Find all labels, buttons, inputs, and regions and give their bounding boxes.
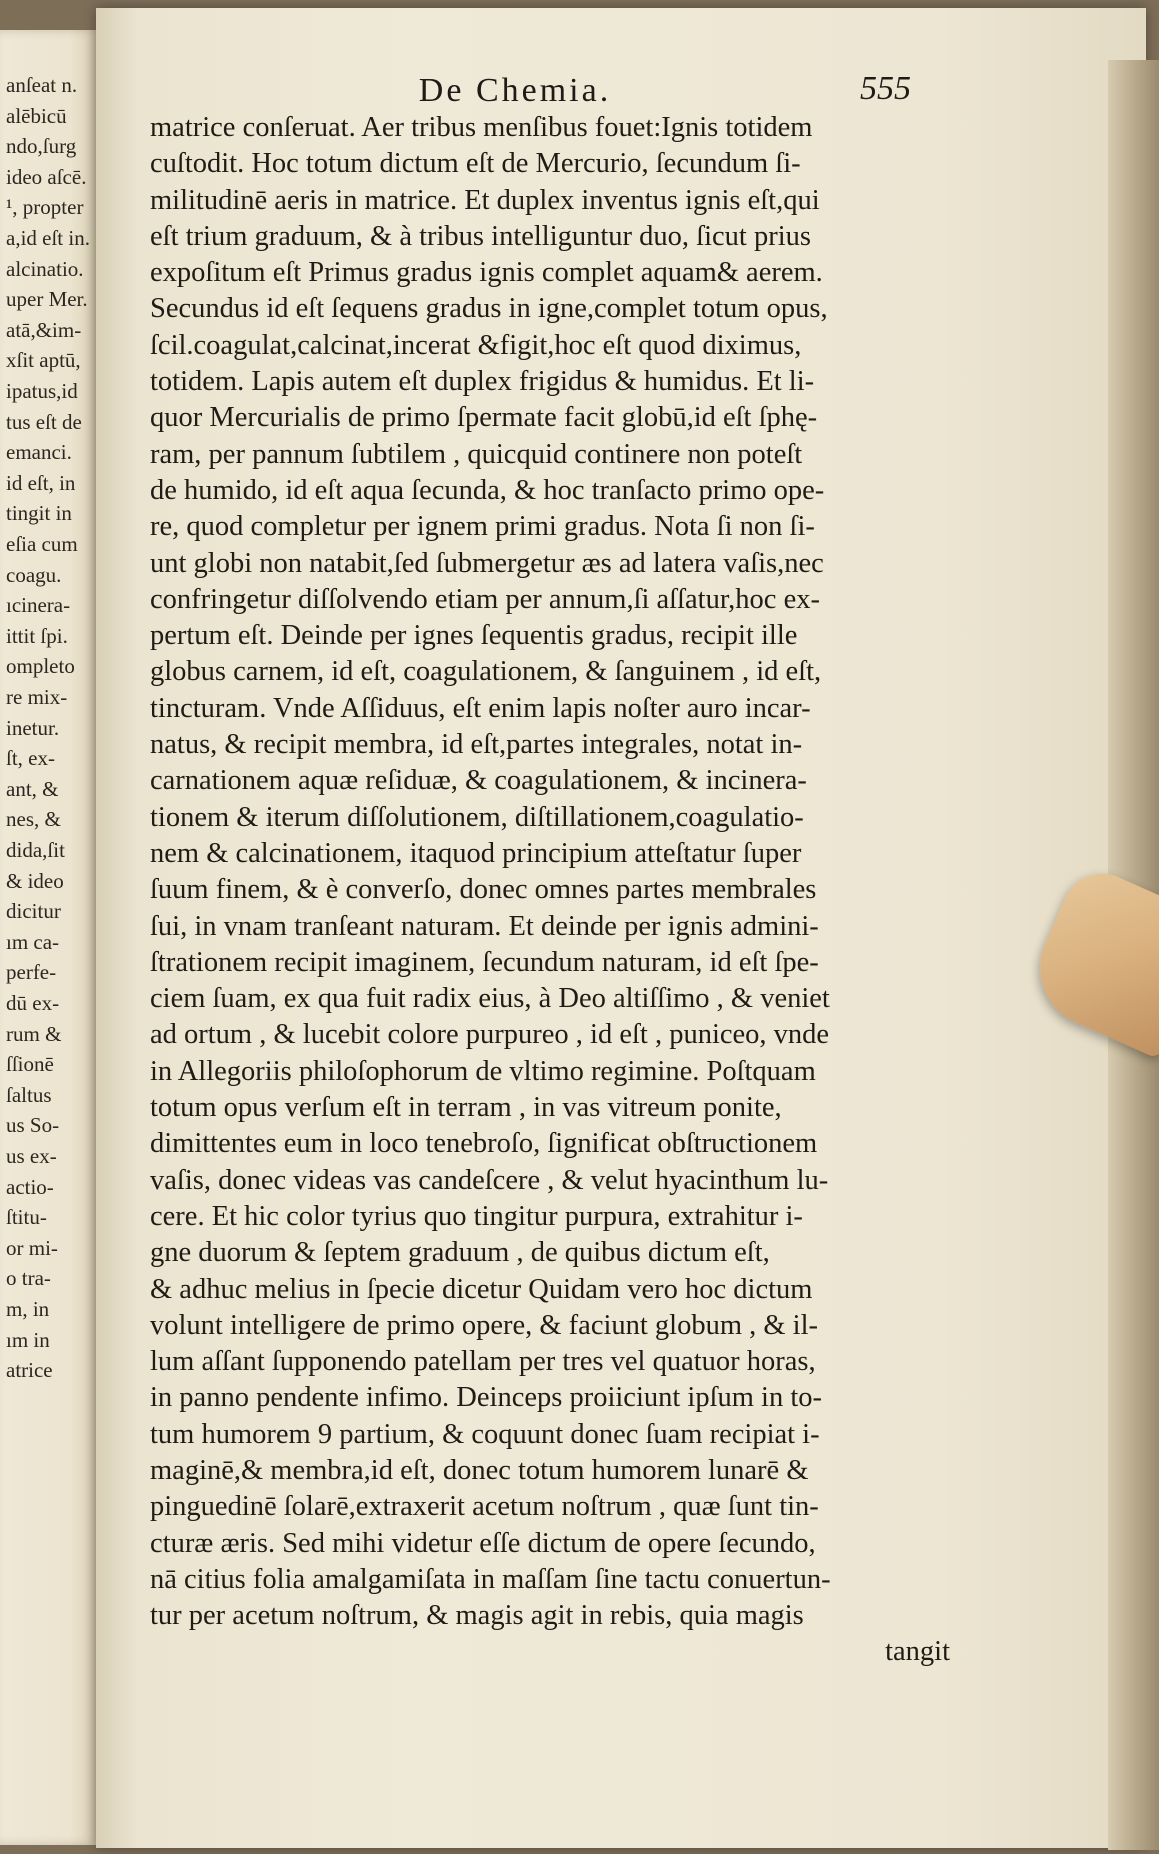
left-page-fragment: nes, & [6,807,61,832]
text-line: ram, per pannum ſubtilem , quicquid continere non poteſt [150,438,803,470]
text-line: tum humorem 9 partium, & coquunt donec ſuam recipiat i- [150,1418,820,1450]
left-page-fragment: coagu. [6,562,62,587]
text-line: pinguedinē ſolarē,extraxerit acetum noſtrum , quæ ſunt tin- [150,1491,819,1523]
page-number: 555 [860,70,911,107]
left-page-fragment: & ideo [6,868,64,893]
text-line: militudinē aeris in matrice. Et duplex inventus ignis eſt,qui [150,184,820,216]
left-page-fragment: alēbicū [6,103,67,128]
text-line: expoſitum eſt Primus gradus ignis complet aquam& aerem. [150,257,823,289]
running-header: De Chemia. [418,72,612,109]
text-line: natus, & recipit membra, id eſt,partes integrales, notat in- [150,729,803,761]
text-line: matrice conſeruat. Aer tribus menſibus fouet:Ignis totidem [150,112,813,143]
left-page-fragment: dū ex- [6,991,60,1015]
left-page-fragment: dicitur [6,899,61,924]
left-page-fragment: eſia cum [6,532,78,556]
left-page-fragment: actio- [6,1174,54,1199]
text-line: totidem. Lapis autem eſt duplex frigidus & humidus. Et li- [150,366,815,398]
left-page-fragment: ıcinera- [6,593,71,618]
left-page-fragment: tingit in [6,501,72,526]
left-page-fragment: ¹, propter [6,195,84,220]
text-line: Secundus id eſt ſequens gradus in igne,complet totum opus, [150,293,828,325]
text-line: gne duorum & ſeptem graduum , de quibus dictum eſt, [150,1237,770,1269]
text-line: tincturam. Vnde Aſſiduus, eſt enim lapis noſter auro incar- [150,692,811,724]
left-page-fragment: ittit ſpi. [6,623,68,648]
text-line: cturæ æris. Sed mihi videtur eſſe dictum de opere ſecundo, [150,1527,816,1559]
left-page-fragment: uper Mer. [6,287,88,312]
text-line: nā citius folia amalgamiſata in maſſam ſine tactu conuertun- [150,1563,831,1595]
left-page-fragment: id eſt, in [6,470,76,495]
left-page-fragment: ompleto [6,654,75,679]
text-line: unt globi non natabit,ſed ſubmergetur æs ad latera vaſis,nec [150,547,824,579]
left-page-fragment: atā,&im- [6,317,82,342]
text-line: confringetur diſſolvendo etiam per annum,ſi aſſatur,hoc ex- [150,583,820,615]
text-line: in panno pendente infimo. Deinceps proiiciunt ipſum in to- [150,1382,822,1414]
text-line: carnationem aquæ reſiduæ, & coagulationem, & incinera- [150,765,807,797]
left-page-fragment: ım in [6,1327,50,1352]
left-page-fragment: re mix- [6,685,68,709]
text-line: ſcil.coagulat,calcinat,incerat &figit,hoc eſt quod diximus, [150,329,802,361]
text-line: quor Mercurialis de primo ſpermate facit globū,id eſt ſphę- [150,402,818,434]
text-line: totum opus verſum eſt in terram , in vas vitreum ponite, [150,1092,782,1124]
text-line: & adhuc melius in ſpecie dicetur Quidam vero hoc dictum [150,1273,813,1305]
left-page-fragment: us So- [6,1113,60,1138]
left-page-fragment: ant, & [6,776,59,801]
left-page-fragment: alcinatio. [6,256,84,281]
text-line: cere. Et hic color tyrius quo tingitur purpura, extrahitur i- [150,1200,803,1232]
left-page-fragment: ideo aſcē. [6,164,87,189]
text-line: ciem ſuam, ex qua fuit radix eius, à Deo altiſſimo , & veniet [150,983,830,1015]
text-line: in Allegoriis philoſophorum de vltimo regimine. Poſtquam [150,1055,816,1087]
left-page-fragment: ſſionē [6,1052,54,1077]
body-text-block [150,110,950,1671]
left-page-fragment: tus eſt de [6,409,82,434]
text-line: ad ortum , & lucebit colore purpureo , id eſt , puniceo, vnde [150,1019,830,1051]
text-line: tur per acetum noſtrum, & magis agit in rebis, quia magis [150,1600,804,1632]
text-line: ſui, in vnam tranſeant naturam. Et deinde per ignis admini- [150,910,819,942]
left-page-fragment: perfe- [6,960,57,985]
text-line: vaſis, donec videas vas candeſcere , & velut hyacinthum lu- [150,1164,829,1196]
text-line: lum aſſant ſupponendo patellam per tres vel quatuor horas, [150,1346,816,1378]
left-page-fragment: or mi- [6,1235,58,1260]
left-page-fragment: a,id eſt in. [6,226,90,250]
text-line: tionem & iterum diſſolutionem, diſtillationem,coagulatio- [150,801,804,833]
left-page-fragment: dida,ſit [6,838,65,862]
text-line: maginē,& membra,id eſt, donec totum humorem lunarē & [150,1454,809,1486]
left-page-fragment: m, in [6,1297,50,1321]
left-page-fragment: inetur. [6,715,60,740]
text-line: nem & calcinationem, itaquod principium atteſtatur ſuper [150,837,802,869]
left-page-fragment: o tra- [6,1266,51,1291]
text-line: ſuum finem, & è converſo, donec omnes partes membrales [150,874,817,906]
left-page-fragment: ſaltus [6,1082,52,1107]
text-line: cuſtodit. Hoc totum dictum eſt de Mercurio, ſecundum ſi- [150,148,801,180]
text-line: de humido, id eſt aqua ſecunda, & hoc tranſacto primo ope- [150,474,825,506]
left-page-fragment: ſtitu- [6,1205,47,1230]
left-page-fragment: ipatus,id [6,379,78,403]
text-line: globus carnem, id eſt, coagulationem, & ſanguinem , id eſt, [150,656,822,688]
left-page-fragment: atrice [6,1358,53,1383]
text-line: pertum eſt. Deinde per ignes ſequentis gradus, recipit ille [150,620,798,652]
text-line: dimittentes eum in loco tenebroſo, ſignificat obſtructionem [150,1128,818,1160]
text-line: re, quod completur per ignem primi gradus. Nota ſi non ſi- [150,511,815,543]
left-page-fragment: us ex- [6,1144,57,1168]
text-line: eſt trium graduum, & à tribus intelliguntur duo, ſicut prius [150,220,811,252]
left-page-fragment: emanci. [6,440,72,465]
left-page-fragment: xſit aptū, [6,348,81,373]
text-line: ſtrationem recipit imaginem, ſecundum naturam, id eſt ſpe- [150,946,819,978]
text-line: volunt intelligere de primo opere, & faciunt globum , & il- [150,1309,819,1341]
left-page-fragment: ſt, ex- [6,746,55,771]
left-page-fragment: ım ca- [6,929,60,954]
left-page-fragment: anſeat n. [6,73,78,97]
left-facing-page [0,30,100,1845]
catchword: tangit [885,1636,950,1668]
left-page-fragment: ndo,ſurg [6,134,77,159]
left-page-fragment: rum & [6,1021,62,1046]
